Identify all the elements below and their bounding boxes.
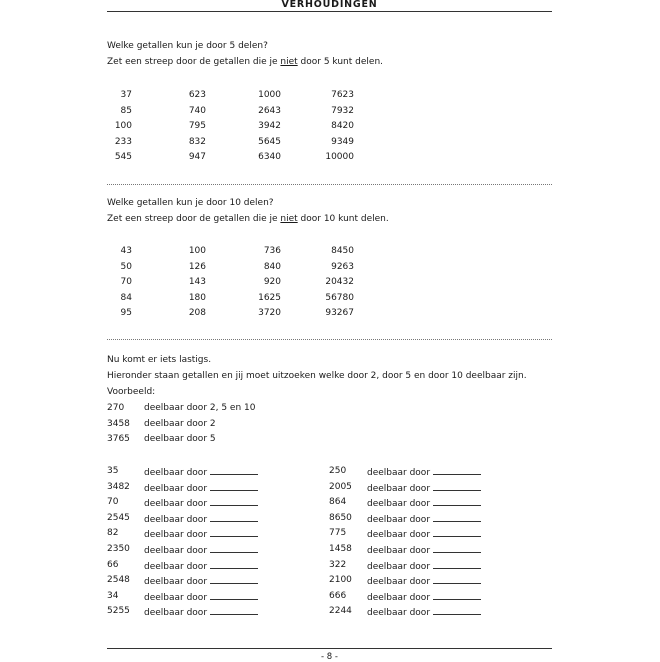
left-exercise-number: 2548 (107, 575, 130, 586)
header-rule (107, 11, 552, 12)
section1-number: 1000 (258, 90, 281, 100)
section-divider (107, 184, 552, 185)
section1-instruction-post: door 5 kunt delen. (297, 57, 384, 67)
section2-number: 20432 (325, 277, 354, 288)
left-exercise-text (144, 544, 258, 557)
right-exercise-text (367, 482, 481, 495)
left-exercise-number: 3482 (107, 481, 130, 492)
right-exercise-text (367, 575, 481, 588)
left-exercise-number: 82 (107, 528, 119, 539)
left-exercise-text (144, 591, 258, 604)
right-exercise-number: 2244 (329, 606, 352, 617)
section3-instruction: Hieronder staan getallen en jij moet uitzoeken welke door 2, door 5 en door 10 deelbaar zijn. (107, 371, 527, 381)
answer-blank[interactable] (433, 528, 481, 537)
section2-number: 70 (120, 277, 132, 288)
section1-question: Welke getallen kun je door 5 delen? (107, 41, 268, 51)
example-text: deelbaar door 2 (144, 418, 216, 429)
deelbaar-door-label: deelbaar door (367, 468, 431, 478)
left-exercise-text (144, 482, 258, 495)
section2-number: 3720 (258, 308, 281, 319)
section2-number: 126 (188, 261, 206, 272)
section2-number: 840 (263, 261, 281, 272)
deelbaar-door-label: deelbaar door (367, 608, 431, 619)
section2-instruction-pre: Zet een streep door de getallen die je (107, 214, 281, 224)
example-number: 270 (107, 403, 125, 413)
deelbaar-door-label: deelbaar door (367, 592, 431, 603)
answer-blank[interactable] (433, 513, 481, 522)
example-text: deelbaar door 2, 5 en 10 (144, 403, 256, 413)
section1-instruction (107, 57, 383, 68)
answer-blank[interactable] (210, 497, 258, 506)
section1-number: 545 (114, 152, 132, 163)
deelbaar-door-label: deelbaar door (367, 546, 431, 556)
section2-number: 84 (120, 292, 132, 303)
right-exercise-number: 322 (329, 559, 347, 570)
section2-number: 143 (188, 277, 206, 288)
section-divider (107, 339, 552, 340)
right-exercise-number: 775 (329, 528, 347, 539)
deelbaar-door-label: deelbaar door (367, 577, 431, 588)
answer-blank[interactable] (210, 575, 258, 584)
right-exercise-number: 666 (329, 590, 347, 601)
deelbaar-door-label: deelbaar door (144, 592, 208, 603)
left-exercise-number: 35 (107, 466, 119, 476)
deelbaar-door-label: deelbaar door (367, 483, 431, 494)
right-exercise-text (367, 513, 481, 526)
section1-number: 795 (188, 121, 206, 132)
left-exercise-text (144, 575, 258, 588)
left-exercise-number: 70 (107, 497, 119, 508)
section1-number: 740 (188, 105, 206, 116)
section2-number: 43 (120, 246, 132, 256)
deelbaar-door-label: deelbaar door (144, 468, 208, 478)
answer-blank[interactable] (433, 544, 481, 553)
section2-number: 95 (120, 308, 132, 319)
left-exercise-number: 34 (107, 590, 119, 601)
section2-number: 1625 (258, 292, 281, 303)
page-header-title: VERHOUDINGEN (281, 0, 378, 10)
section2-number: 208 (188, 308, 206, 319)
deelbaar-door-label: deelbaar door (144, 499, 208, 510)
section1-number: 10000 (325, 152, 354, 163)
section1-number: 37 (120, 90, 132, 100)
deelbaar-door-label: deelbaar door (367, 530, 431, 541)
left-exercise-number: 5255 (107, 606, 130, 617)
left-exercise-text (144, 528, 258, 541)
deelbaar-door-label: deelbaar door (144, 546, 208, 556)
left-exercise-text (144, 560, 258, 573)
left-exercise-text (144, 513, 258, 526)
section2-number: 56780 (325, 292, 354, 303)
right-exercise-text (367, 466, 481, 479)
left-exercise-text (144, 466, 258, 479)
section2-number: 50 (120, 261, 132, 272)
section1-number: 100 (114, 121, 132, 132)
right-exercise-number: 1458 (329, 544, 352, 554)
right-exercise-text (367, 591, 481, 604)
section2-number: 920 (263, 277, 281, 288)
deelbaar-door-label: deelbaar door (144, 514, 208, 525)
answer-blank[interactable] (433, 466, 481, 475)
right-exercise-number: 2100 (329, 575, 352, 586)
deelbaar-door-label: deelbaar door (144, 608, 208, 619)
deelbaar-door-label: deelbaar door (367, 499, 431, 510)
section1-number: 623 (188, 90, 206, 100)
section1-number: 832 (188, 136, 206, 147)
answer-blank[interactable] (433, 591, 481, 600)
section2-number: 100 (188, 246, 206, 256)
section2-instruction-post: door 10 kunt delen. (297, 214, 389, 224)
right-exercise-number: 864 (329, 497, 347, 508)
deelbaar-door-label: deelbaar door (144, 577, 208, 588)
section1-number: 5645 (258, 136, 281, 147)
section1-number: 3942 (258, 121, 281, 132)
right-exercise-text (367, 544, 481, 557)
section1-number: 85 (120, 105, 132, 116)
section2-instruction (107, 214, 389, 225)
section1-number: 8420 (331, 121, 354, 132)
answer-blank[interactable] (210, 466, 258, 475)
example-number: 3765 (107, 434, 130, 445)
section1-number: 2643 (258, 105, 281, 116)
right-exercise-text (367, 528, 481, 541)
example-text: deelbaar door 5 (144, 434, 216, 445)
answer-blank[interactable] (210, 591, 258, 600)
answer-blank[interactable] (210, 513, 258, 522)
section2-number: 9263 (331, 261, 354, 272)
page-number: - 8 - (321, 652, 338, 662)
section2-instruction-underlined: niet (280, 214, 298, 224)
deelbaar-door-label: deelbaar door (367, 514, 431, 525)
section1-number: 9349 (331, 136, 354, 147)
section3-intro: Nu komt er iets lastigs. (107, 355, 212, 365)
section2-number: 736 (263, 246, 281, 256)
section1-number: 233 (114, 136, 132, 147)
right-exercise-text (367, 497, 481, 510)
answer-blank[interactable] (210, 544, 258, 553)
answer-blank[interactable] (210, 528, 258, 537)
left-exercise-number: 2545 (107, 512, 130, 523)
right-exercise-number: 2005 (329, 481, 352, 492)
answer-blank[interactable] (433, 560, 481, 569)
right-exercise-number: 250 (329, 466, 347, 476)
deelbaar-door-label: deelbaar door (144, 530, 208, 541)
section1-number: 7932 (331, 105, 354, 116)
deelbaar-door-label: deelbaar door (144, 561, 208, 572)
section1-number: 947 (188, 152, 206, 163)
left-exercise-text (144, 606, 258, 619)
answer-blank[interactable] (433, 497, 481, 506)
left-exercise-text (144, 497, 258, 510)
answer-blank[interactable] (210, 606, 258, 615)
right-exercise-text (367, 560, 481, 573)
deelbaar-door-label: deelbaar door (367, 561, 431, 572)
answer-blank[interactable] (210, 482, 258, 491)
example-label: Voorbeeld: (107, 387, 156, 397)
deelbaar-door-label: deelbaar door (144, 483, 208, 494)
answer-blank[interactable] (433, 482, 481, 491)
answer-blank[interactable] (433, 575, 481, 584)
section2-number: 8450 (331, 246, 354, 256)
section1-instruction-pre: Zet een streep door de getallen die je (107, 57, 281, 67)
right-exercise-text (367, 606, 481, 619)
answer-blank[interactable] (433, 606, 481, 615)
section2-question: Welke getallen kun je door 10 delen? (107, 198, 274, 208)
section1-number: 7623 (331, 90, 354, 100)
left-exercise-number: 2350 (107, 544, 130, 554)
right-exercise-number: 8650 (329, 512, 352, 523)
section1-instruction-underlined: niet (280, 57, 298, 67)
example-number: 3458 (107, 418, 130, 429)
left-exercise-number: 66 (107, 559, 119, 570)
answer-blank[interactable] (210, 560, 258, 569)
section2-number: 93267 (325, 308, 354, 319)
section2-number: 180 (188, 292, 206, 303)
footer-rule (107, 648, 552, 649)
section1-number: 6340 (258, 152, 281, 163)
